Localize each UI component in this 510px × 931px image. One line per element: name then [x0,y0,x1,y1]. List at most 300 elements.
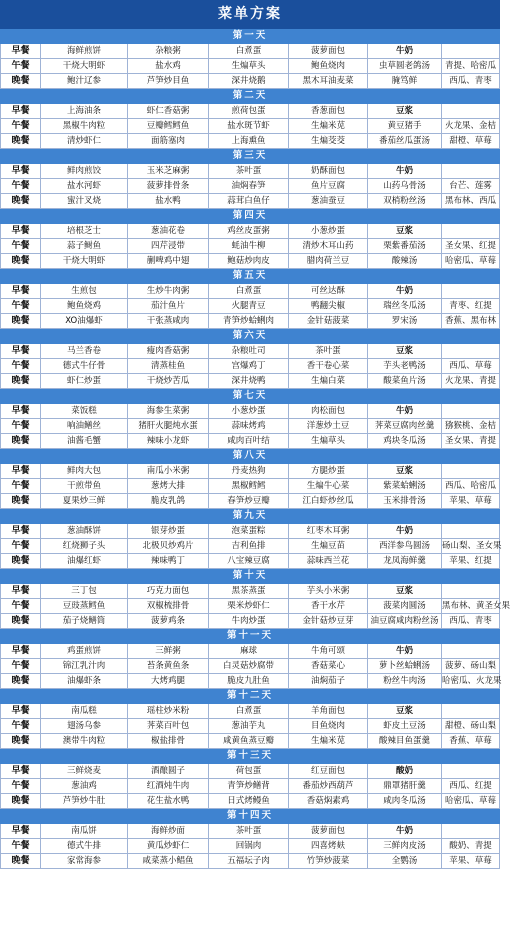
dish-cell: 海参生菜粥 [128,404,209,419]
dish-cell: 脆皮九肚鱼 [209,674,289,689]
dish-cell: 香葱面包 [289,104,368,119]
dish-cell: 德式牛排 [41,839,128,854]
dish-cell: 鲍汁辽参 [41,74,128,89]
dish-cell: 豆瓣鳕鳕鱼 [128,119,209,134]
dish-cell: 春笋炒豆瓣 [209,494,289,509]
dish-cell: 清蒸桂鱼 [128,359,209,374]
day-title: 第十天 [1,569,500,584]
dish-cell: 清炒木耳山药 [289,239,368,254]
dish-cell: 五福坛子肉 [209,854,289,869]
fruit-cell [442,164,500,179]
meal-row [1,614,500,629]
dish-cell: 茶叶蛋 [289,344,368,359]
dish-cell: 牛角可颂 [289,644,368,659]
dish-cell: 酸菜鱼片汤 [368,374,442,389]
meal-label: 午餐 [1,59,41,74]
dish-cell: 双梢粉丝汤 [368,194,442,209]
dish-cell: 南瓜糕 [41,704,128,719]
fruit-cell: 青提、哈密瓜 [442,59,500,74]
fruit-cell [442,104,500,119]
meal-label: 早餐 [1,44,41,59]
dish-cell: 牛肉炒蛋 [209,614,289,629]
dish-cell: 芦笋炒目鱼 [128,74,209,89]
fruit-cell: 西瓜、红提 [442,779,500,794]
dish-cell: 金针菇菠菜 [289,314,368,329]
dish-cell: 茶叶蛋 [209,824,289,839]
meal-label: 晚餐 [1,434,41,449]
day-header-row [1,809,500,824]
dish-cell: 花生盐水鸭 [128,794,209,809]
dish-cell: 咸菜蒸小鲳鱼 [128,854,209,869]
dish-cell: 双椒梳排骨 [128,599,209,614]
dish-cell: 盐水河虾 [41,179,128,194]
meal-label: 午餐 [1,479,41,494]
day-header-row [1,269,500,284]
dish-cell: 虾仁香菇粥 [128,104,209,119]
fruit-cell: 西瓜、青枣 [442,614,500,629]
dish-cell: 南瓜饼 [41,824,128,839]
dish-cell: 椒盐排骨 [128,734,209,749]
dish-cell: 海鲜炒面 [128,824,209,839]
fruit-cell: 甜橙、草莓 [442,134,500,149]
meal-row [1,479,500,494]
dish-cell: 生煸米苋 [289,119,368,134]
dish-cell: 鲍鱼烧肉 [289,59,368,74]
meal-label: 早餐 [1,164,41,179]
dish-cell: 海鲜煎饼 [41,44,128,59]
dish-cell: 白煮蛋 [209,284,289,299]
meal-row [1,674,500,689]
fruit-cell: 砀山梨、圣女果 [442,539,500,554]
dish-cell: 瘦肉香菇粥 [128,344,209,359]
dish-cell: 澳带牛肉粒 [41,734,128,749]
dish-cell: 生煸茭茭 [289,134,368,149]
dish-cell: 蒯啤鸡中翅 [128,254,209,269]
dish-cell: 紫菜蛤蜊汤 [368,479,442,494]
meal-label: 晚餐 [1,494,41,509]
dish-cell: 麻球 [209,644,289,659]
meal-row [1,599,500,614]
day-header-row [1,509,500,524]
dish-cell: 番茄炒西葫芦 [289,779,368,794]
fruit-cell [442,644,500,659]
meal-row [1,839,500,854]
fruit-cell: 圣女果、红提 [442,239,500,254]
dish-cell: 羊角面包 [289,704,368,719]
dish-cell: 白煮蛋 [209,44,289,59]
dish-cell: 玉米排骨汤 [368,494,442,509]
dish-cell: 鸡块冬瓜汤 [368,434,442,449]
dish-cell: 干烧炒苦瓜 [128,374,209,389]
dish-cell: 黑木耳油麦菜 [289,74,368,89]
dish-cell: 腊肉荷兰豆 [289,254,368,269]
dish-cell: 生炒牛肉粥 [128,284,209,299]
dish-cell: 咸黄鱼蒸豆瓣 [209,734,289,749]
dish-cell: 鸭翻尖椒 [289,299,368,314]
meal-label: 午餐 [1,779,41,794]
fruit-cell: 黑布林、西瓜 [442,194,500,209]
dish-cell: 番茄丝瓜蛋汤 [368,134,442,149]
dish-cell: 酸辣目鱼蛋羹 [368,734,442,749]
meal-label: 晚餐 [1,794,41,809]
dish-cell: 小葱炒蛋 [209,404,289,419]
meal-row [1,194,500,209]
meal-row [1,764,500,779]
dish-cell: 上海熏鱼 [209,134,289,149]
dish-cell: 虫草圆老鸽汤 [368,59,442,74]
dish-cell: 干烧大明虾 [41,254,128,269]
meal-label: 午餐 [1,239,41,254]
dish-cell: 黑椒鳕鳕 [209,479,289,494]
dish-cell: 马兰香卷 [41,344,128,359]
dish-cell: 江白虾炒丝瓜 [289,494,368,509]
dish-cell: 豆浆 [368,584,442,599]
fruit-cell: 西瓜、草莓 [442,359,500,374]
meal-row [1,164,500,179]
dish-cell: 油焖春笋 [209,179,289,194]
dish-cell: 香干水芹 [289,599,368,614]
day-header-row [1,209,500,224]
dish-cell: 德式牛仔骨 [41,359,128,374]
dish-cell: 鲜肉大包 [41,464,128,479]
meal-label: 午餐 [1,839,41,854]
dish-cell: 青笋炒蛤蜊肉 [209,314,289,329]
dish-cell: 豆浆 [368,704,442,719]
dish-cell: 北极贝炒鸡片 [128,539,209,554]
dish-cell: 香菇焖素鸡 [289,794,368,809]
dish-cell: 方腿炒蛋 [289,464,368,479]
meal-label: 午餐 [1,359,41,374]
dish-cell: 粉丝牛肉汤 [368,674,442,689]
dish-cell: 蜜汁叉烧 [41,194,128,209]
fruit-cell: 酸奶、青提 [442,839,500,854]
fruit-cell: 火龙果、青提 [442,374,500,389]
dish-cell: 豆浆 [368,344,442,359]
dish-cell: 巧克力面包 [128,584,209,599]
dish-cell: 葱油花卷 [128,224,209,239]
day-header-row [1,149,500,164]
meal-label: 早餐 [1,344,41,359]
day-title: 第一天 [1,29,500,44]
dish-cell: 酸奶 [368,764,442,779]
day-header-row [1,689,500,704]
dish-cell: 全鹦汤 [368,854,442,869]
dish-cell: 鲍鱼烧鸡 [41,299,128,314]
meal-label: 早餐 [1,644,41,659]
day-title: 第十一天 [1,629,500,644]
day-title: 第十四天 [1,809,500,824]
dish-cell: 白煮蛋 [209,704,289,719]
meal-row [1,704,500,719]
meal-label: 午餐 [1,119,41,134]
fruit-cell [442,284,500,299]
dish-cell: 葱油鸡 [41,779,128,794]
meal-row [1,284,500,299]
dish-cell: 生煎包 [41,284,128,299]
dish-cell: 辣味小龙虾 [128,434,209,449]
meal-label: 午餐 [1,659,41,674]
meal-row [1,794,500,809]
meal-label: 晚餐 [1,854,41,869]
dish-cell: 荷包蛋 [209,764,289,779]
dish-cell: 咸肉冬瓜汤 [368,794,442,809]
dish-cell: 生煸豆苗 [289,539,368,554]
meal-row [1,404,500,419]
dish-cell: 萝卜丝蛤蜊汤 [368,659,442,674]
fruit-cell: 火龙果、金桔 [442,119,500,134]
dish-cell: 回锅肉 [209,839,289,854]
day-header-row [1,569,500,584]
fruit-cell: 台芒、莲雾 [442,179,500,194]
meal-label: 早餐 [1,764,41,779]
dish-cell: 锦江乳汁肉 [41,659,128,674]
fruit-cell [442,44,500,59]
day-title: 第十三天 [1,749,500,764]
dish-cell: 火腿青豆 [209,299,289,314]
dish-cell: 豆豉蒸鳕鱼 [41,599,128,614]
meal-label: 早餐 [1,824,41,839]
meal-row [1,104,500,119]
day-title: 第五天 [1,269,500,284]
dish-cell: 茄汁鱼片 [128,299,209,314]
title-row [1,1,500,29]
dish-cell: 荠菜百叶包 [128,719,209,734]
fruit-cell: 猕猴桃、金桔 [442,419,500,434]
day-header-row [1,389,500,404]
meal-label: 晚餐 [1,74,41,89]
fruit-cell [442,524,500,539]
dish-cell: 鸡蛋煎饼 [41,644,128,659]
dish-cell: 牛奶 [368,164,442,179]
dish-cell: 豆浆 [368,224,442,239]
meal-row [1,539,500,554]
fruit-cell: 香蕉、黑布林 [442,314,500,329]
dish-cell: 可丝达酥 [289,284,368,299]
fruit-cell: 苹果、草莓 [442,494,500,509]
dish-cell: 三鲜粥 [128,644,209,659]
dish-cell: 脆皮乳鸽 [128,494,209,509]
dish-cell: 苔条黄鱼条 [128,659,209,674]
dish-cell: 深井烧鹅 [209,74,289,89]
dish-cell: 黑椒牛肉粒 [41,119,128,134]
dish-cell: 香菇菜心 [289,659,368,674]
fruit-cell [442,584,500,599]
day-title: 第三天 [1,149,500,164]
dish-cell: 八宝辣豆腐 [209,554,289,569]
dish-cell: 瑞丝冬瓜汤 [368,299,442,314]
dish-cell: 芦笋炒牛肚 [41,794,128,809]
dish-cell: 蒜子鲥鱼 [41,239,128,254]
fruit-cell: 哈密瓜、草莓 [442,794,500,809]
day-title: 第十二天 [1,689,500,704]
dish-cell: 奶酥面包 [289,164,368,179]
meal-row [1,224,500,239]
fruit-cell: 哈密瓜、草莓 [442,254,500,269]
dish-cell: 鼎罩猪肝羹 [368,779,442,794]
dish-cell: 葱油芋丸 [209,719,289,734]
dish-cell: 生煸白菜 [289,374,368,389]
dish-cell: 蒜味烤鸡 [209,419,289,434]
meal-row [1,359,500,374]
day-title: 第九天 [1,509,500,524]
dish-cell: 肉松面包 [289,404,368,419]
fruit-cell: 青枣、红提 [442,299,500,314]
meal-row [1,419,500,434]
dish-cell: 菠萝面包 [289,824,368,839]
dish-cell: 生煸草头 [209,59,289,74]
dish-cell: 油酱毛蟹 [41,434,128,449]
dish-cell: 生煸草头 [289,434,368,449]
fruit-cell [442,824,500,839]
meal-row [1,524,500,539]
dish-cell: 吉利鱼排 [209,539,289,554]
meal-row [1,644,500,659]
dish-cell: 生煸牛心菜 [289,479,368,494]
dish-cell: 咸肉百叶结 [209,434,289,449]
fruit-cell: 苹果、草莓 [442,854,500,869]
fruit-cell [442,344,500,359]
meal-label: 早餐 [1,464,41,479]
day-title: 第二天 [1,89,500,104]
dish-cell: 蒜茸白鱼仔 [209,194,289,209]
dish-cell: XO油爆虾 [41,314,128,329]
meal-label: 午餐 [1,719,41,734]
dish-cell: 深井烧鸭 [209,374,289,389]
dish-cell: 油焖茄子 [289,674,368,689]
day-header-row [1,329,500,344]
fruit-cell: 香蕉、草莓 [442,734,500,749]
fruit-cell: 西瓜、青枣 [442,74,500,89]
dish-cell: 干煎带鱼 [41,479,128,494]
dish-cell: 杂粮吐司 [209,344,289,359]
dish-cell: 猪肝火腿炖水蛋 [128,419,209,434]
dish-cell: 盐水斑节虾 [209,119,289,134]
dish-cell: 白灵菇炒腐带 [209,659,289,674]
dish-cell: 银芽炒蛋 [128,524,209,539]
dish-cell: 西洋参鸟圆汤 [368,539,442,554]
dish-cell: 大烤鸡腿 [128,674,209,689]
dish-cell: 清炒虾仁 [41,134,128,149]
meal-row [1,314,500,329]
dish-cell: 香干卷心菜 [289,359,368,374]
dish-cell: 菜饭糕 [41,404,128,419]
dish-cell: 油豆腐咸肉粉丝汤 [368,614,442,629]
dish-cell: 牛奶 [368,524,442,539]
meal-label: 早餐 [1,224,41,239]
meal-label: 晚餐 [1,614,41,629]
fruit-cell [442,704,500,719]
dish-cell: 干烧大明虾 [41,59,128,74]
meal-row [1,854,500,869]
meal-row [1,134,500,149]
dish-cell: 牛奶 [368,404,442,419]
dish-cell: 虾仁炒蛋 [41,374,128,389]
meal-label: 晚餐 [1,194,41,209]
dish-cell: 三鲜肉皮汤 [368,839,442,854]
meal-row [1,464,500,479]
dish-cell: 家常海参 [41,854,128,869]
dish-cell: 牛奶 [368,824,442,839]
fruit-cell [442,224,500,239]
dish-cell: 牛奶 [368,284,442,299]
day-title: 第六天 [1,329,500,344]
meal-row [1,59,500,74]
dish-cell: 豆浆 [368,464,442,479]
dish-cell: 夏果炒三鲜 [41,494,128,509]
meal-row [1,779,500,794]
dish-cell: 芋头小米粥 [289,584,368,599]
dish-cell: 牛奶 [368,44,442,59]
meal-row [1,494,500,509]
meal-label: 晚餐 [1,314,41,329]
day-header-row [1,89,500,104]
dish-cell: 罗宋汤 [368,314,442,329]
dish-cell: 油爆红虾 [41,554,128,569]
meal-label: 午餐 [1,419,41,434]
meal-row [1,119,500,134]
dish-cell: 干张蒸咸肉 [128,314,209,329]
dish-cell: 瑶柱炒米粉 [128,704,209,719]
dish-cell: 响油鳝丝 [41,419,128,434]
dish-cell: 栗紫番茄汤 [368,239,442,254]
dish-cell: 目鱼烧肉 [289,719,368,734]
dish-cell: 翅汤乌参 [41,719,128,734]
dish-cell: 黑茶蒸蛋 [209,584,289,599]
dish-cell: 油爆虾条 [41,674,128,689]
fruit-cell: 西瓜、哈密瓜 [442,479,500,494]
fruit-cell: 哈密瓜、火龙果 [442,674,500,689]
dish-cell: 荠菜豆腐肉丝羹 [368,419,442,434]
day-title: 第七天 [1,389,500,404]
meal-row [1,434,500,449]
day-header-row [1,749,500,764]
dish-cell: 杂粮粥 [128,44,209,59]
dish-cell: 玉米芝麻粥 [128,164,209,179]
dish-cell: 鸡丝皮蛋粥 [209,224,289,239]
fruit-cell: 苹果、红提 [442,554,500,569]
menu-title: 菜单方案 [1,1,500,29]
meal-row [1,554,500,569]
dish-cell: 小葱炒蛋 [289,224,368,239]
dish-cell: 黄豆猪手 [368,119,442,134]
day-header-row [1,449,500,464]
dish-cell: 煎荷包蛋 [209,104,289,119]
fruit-cell: 圣女果、青提 [442,434,500,449]
day-header-row [1,629,500,644]
dish-cell: 洋葱炒土豆 [289,419,368,434]
meal-label: 晚餐 [1,554,41,569]
meal-label: 晚餐 [1,254,41,269]
fruit-cell: 甜橙、砀山梨 [442,719,500,734]
day-title: 第四天 [1,209,500,224]
dish-cell: 芋头老鸭汤 [368,359,442,374]
dish-cell: 红豆面包 [289,764,368,779]
meal-label: 午餐 [1,299,41,314]
dish-cell: 红烧狮子头 [41,539,128,554]
dish-cell: 茶叶蛋 [209,164,289,179]
dish-cell: 黄瓜炒虾仁 [128,839,209,854]
dish-cell: 菠萝排骨条 [128,179,209,194]
meal-row [1,344,500,359]
dish-cell: 茄子烧鳝筒 [41,614,128,629]
meal-label: 早餐 [1,704,41,719]
meal-label: 早餐 [1,284,41,299]
meal-label: 午餐 [1,179,41,194]
fruit-cell: 菠萝、砀山梨 [442,659,500,674]
meal-label: 晚餐 [1,734,41,749]
dish-cell: 盐水鸭 [128,194,209,209]
meal-label: 午餐 [1,539,41,554]
